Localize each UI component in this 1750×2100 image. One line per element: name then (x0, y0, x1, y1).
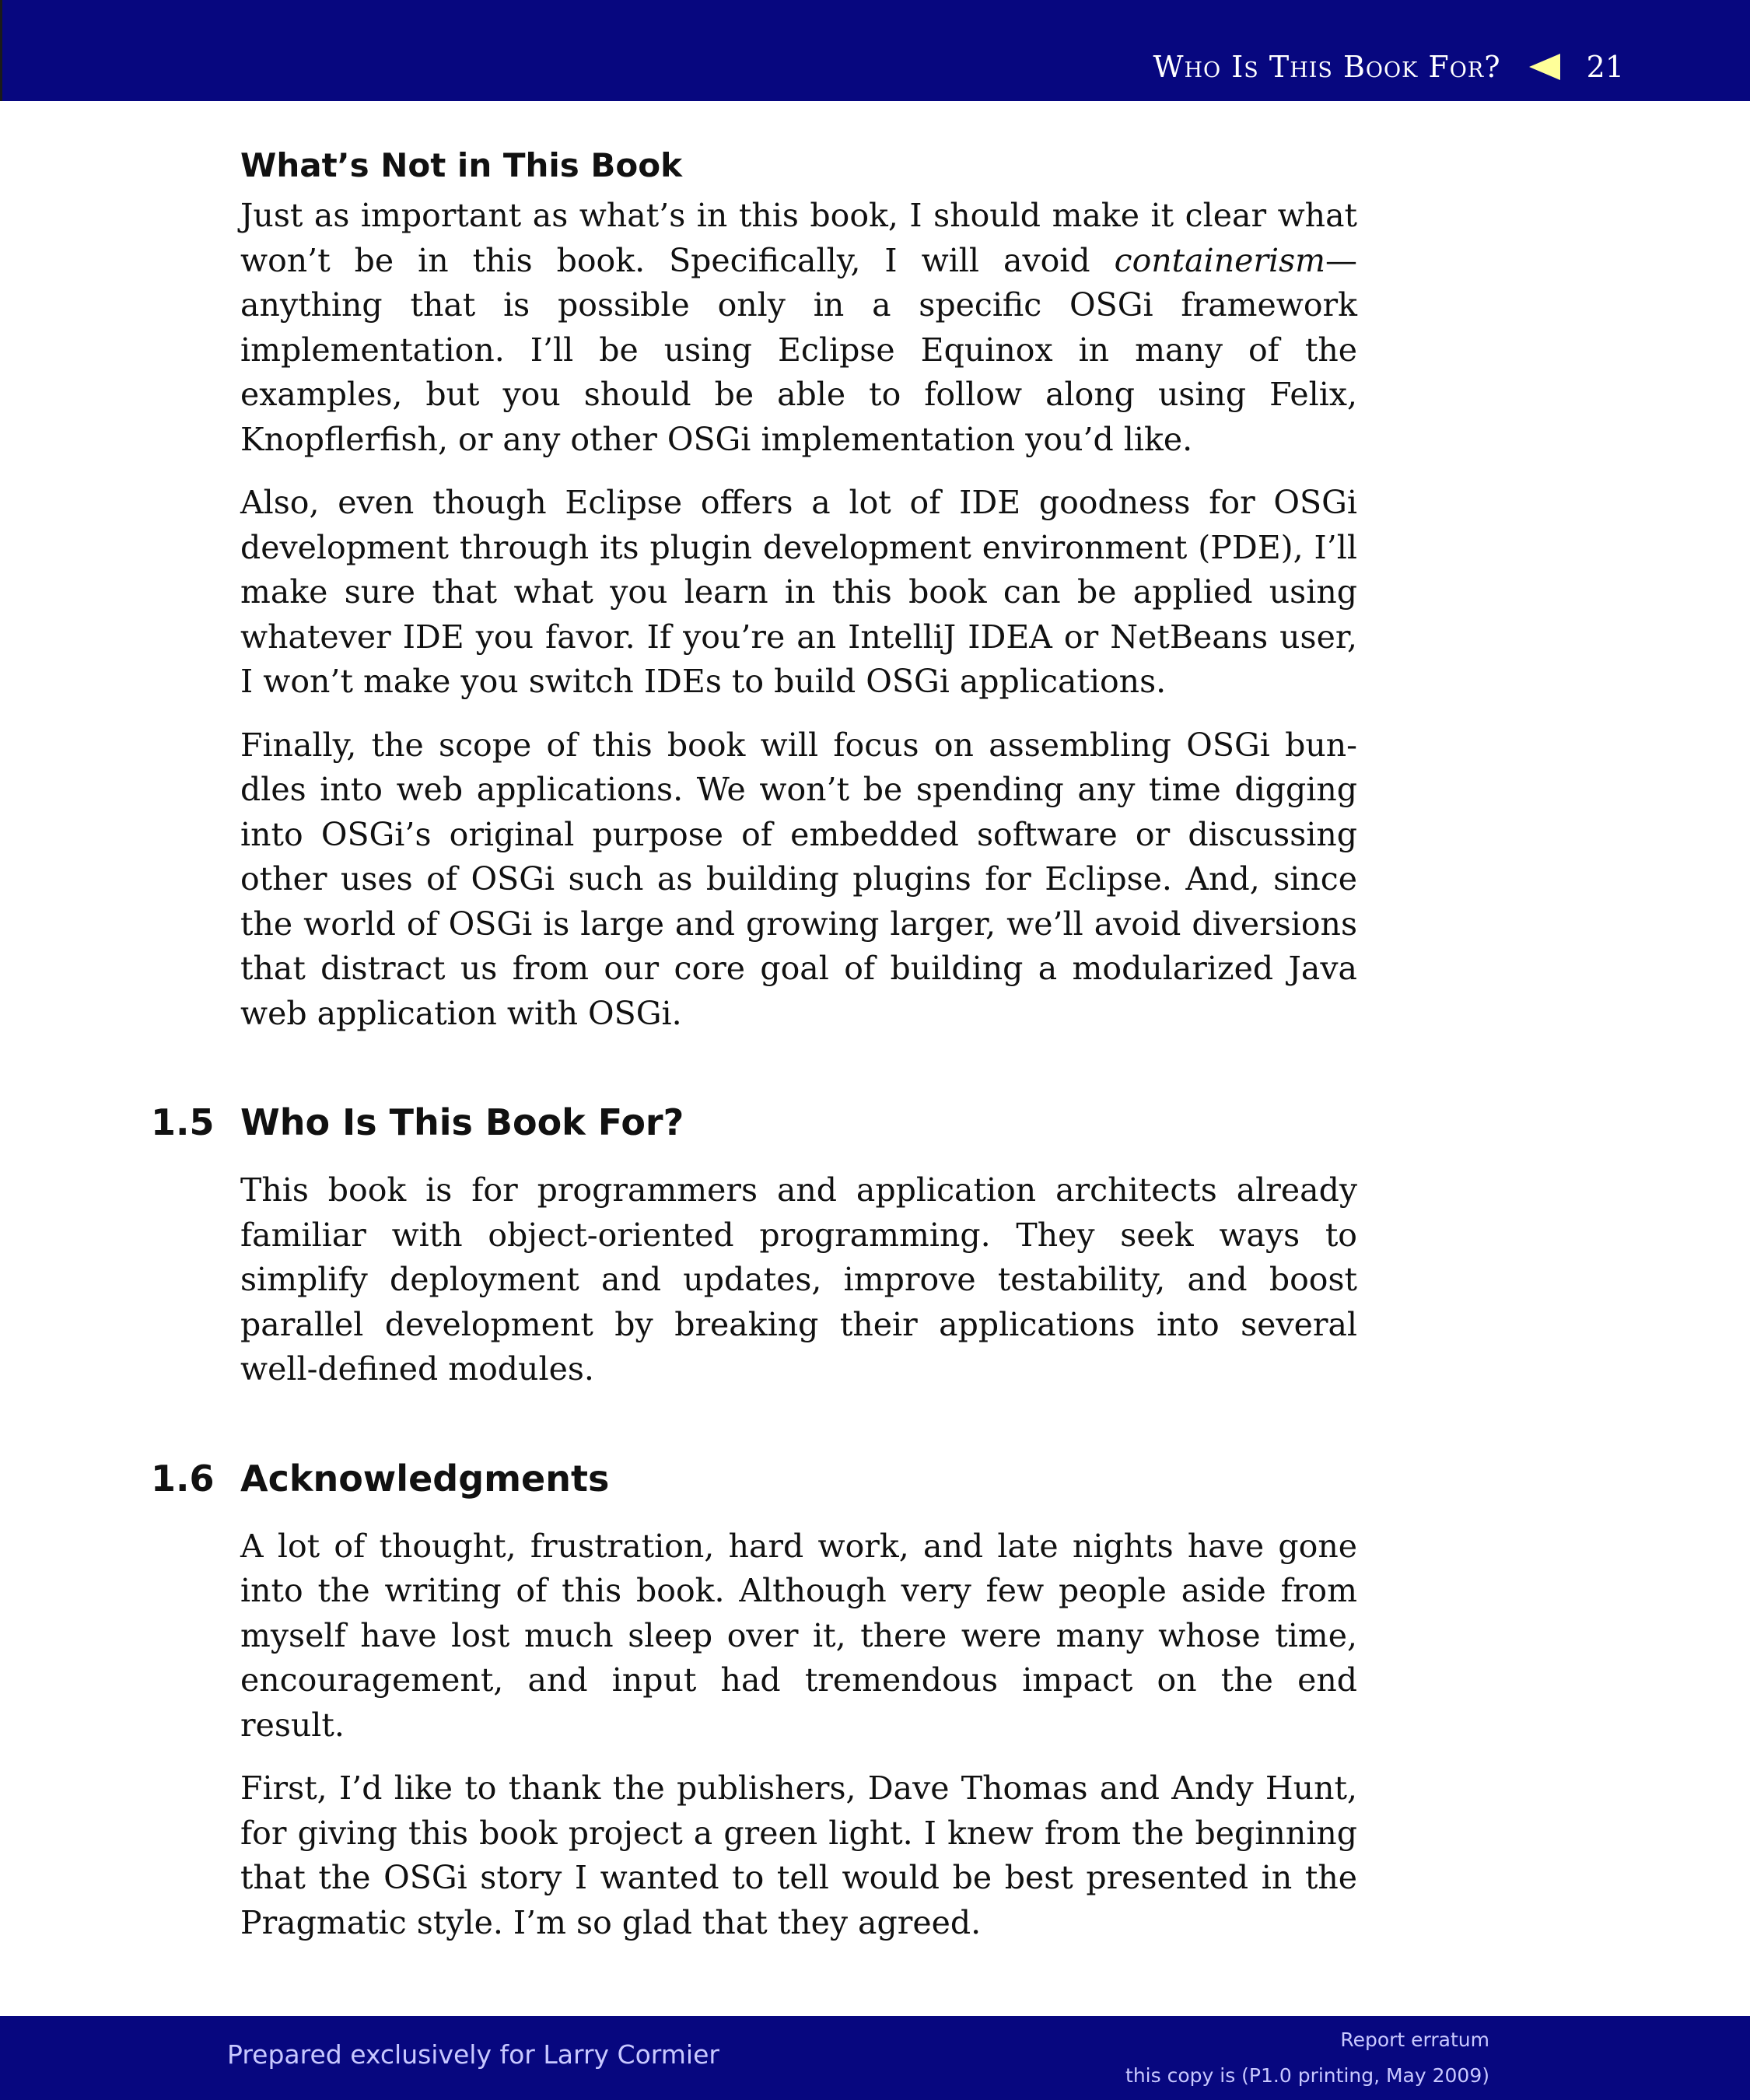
section-heading (151, 1457, 1357, 1500)
report-erratum-link[interactable]: Report erratum (1340, 2028, 1489, 2051)
paragraph (240, 194, 1357, 462)
header-nav (1153, 50, 1624, 84)
paragraph: This book is for programmers and application architects already familiar with object-oriented programming. They seek ways to simplify deployment and updates, improve testability, and boost parallel development by breaking their applications into several well-defined modules. (240, 1171, 1357, 1388)
paragraph: Also, even though Eclipse offers a lot of IDE goodness for OSGi development through its plugin development environment (PDE), I’ll make sure that what you learn in this book can be applied using whatever IDE you favor. If you’re an IntelliJ IDEA or NetBeans user, I won’t make you switch IDEs to build OSGi applications. (240, 484, 1357, 700)
paragraph-text: Just as important as what’s in this book, I should make it clear what won’t be in this book. Specifically, I will avoid (240, 197, 1357, 279)
page-content (151, 146, 1357, 1964)
emphasis-term: containerism (1114, 241, 1325, 279)
printing-info: this copy is (P1.0 printing, May 2009) (1125, 2064, 1489, 2087)
paragraph: First, I’d like to thank the publishers, Dave Thomas and Andy Hunt, for giving this book project a green light. I knew from the beginning that the OSGi story I wanted to tell would be best presented in the Pragmatic style. I’m so glad that they agreed. (240, 1769, 1357, 1941)
subsection-title: What’s Not in This Book (240, 146, 683, 184)
page-number: 21 (1586, 50, 1624, 84)
section-title: Who Is This Book For? (240, 1101, 684, 1143)
paragraph: Finally, the scope of this book will focus on assembling OSGi bundles into web applications. We won’t be spending any time digging into OSGi’s original purpose of embedded software or discussing other uses of OSGi such as building plugins for Eclipse. And, since the world of OSGi is large and growing larger, we’ll avoid diversions that distract us from our core goal of building a modularized Java web application with OSGi. (240, 726, 1357, 1032)
running-head: Who Is This Book For? (1153, 50, 1501, 84)
previous-page-arrow-icon[interactable] (1529, 54, 1560, 80)
section-title: Acknowledgments (240, 1457, 610, 1500)
prepared-for-text: Prepared exclusively for Larry Cormier (227, 2039, 719, 2070)
header-band (0, 0, 1750, 101)
section-heading (151, 1101, 1357, 1143)
section-number: 1.6 (151, 1457, 215, 1500)
paragraph-text: —anything that is possible only in a specific OSGi framework implementation. I’ll be using Eclipse Equinox in many of the examples, but you should be able to follow along using Felix, Knopflerfish, or any other OSGi implementation you’d like. (240, 241, 1357, 458)
footer-band (0, 2016, 1750, 2100)
section-number: 1.5 (151, 1101, 215, 1143)
paragraph: A lot of thought, frustration, hard work, and late nights have gone into the writing of this book. Although very few people aside from myself have lost much sleep over it, there were many whose time, encouragement, and input had tremendous impact on the end result. (240, 1527, 1357, 1744)
